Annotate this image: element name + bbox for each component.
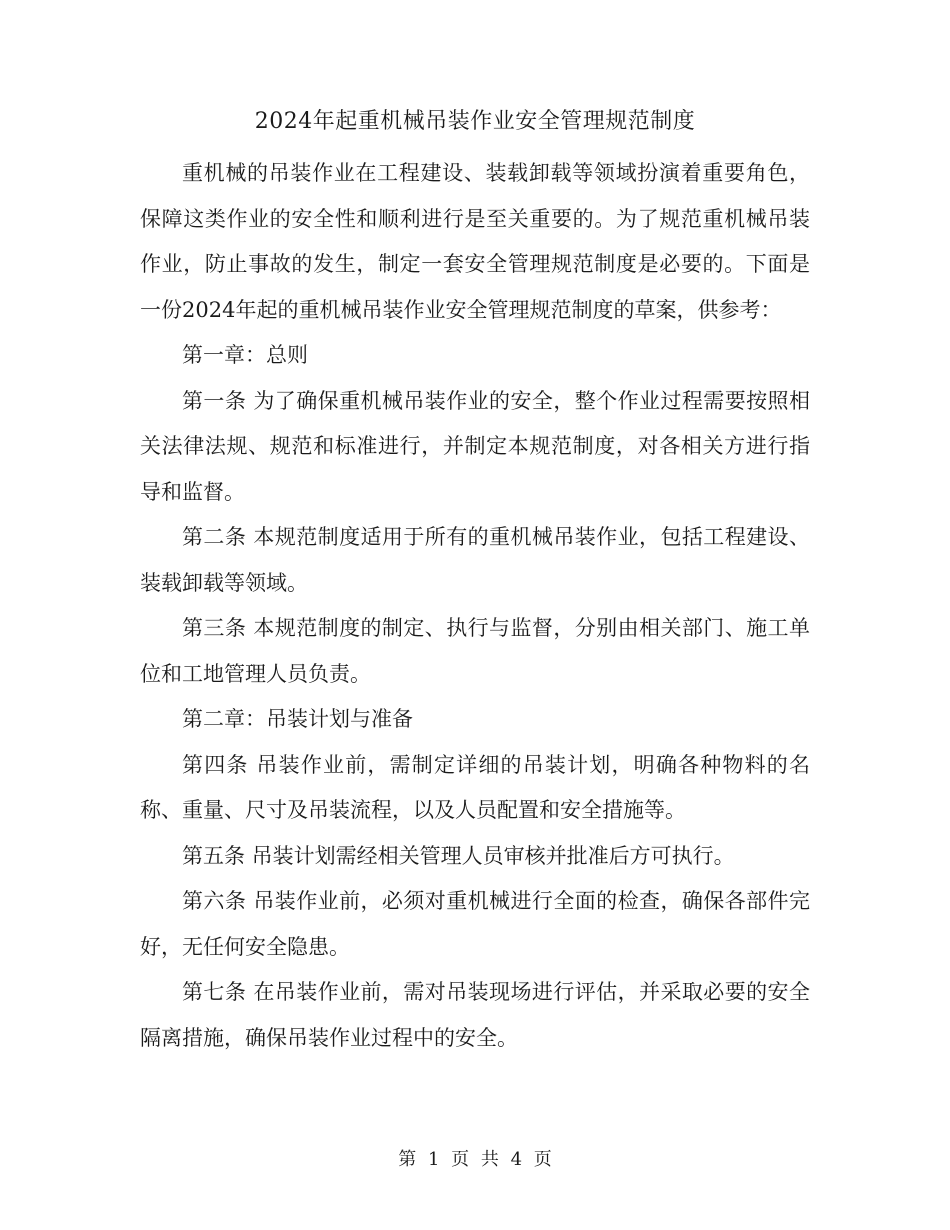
article-paragraph: 第五条 吊装计划需经相关管理人员审核并批准后方可执行。 xyxy=(182,843,735,868)
article-paragraph: 第三条 本规范制度的制定、执行与监督，分别由相关部门、施工单位和工地管理人员负责。 xyxy=(140,616,810,686)
page-footer: 第 1 页 共 4 页 xyxy=(398,1149,552,1170)
chapter-heading: 第一章：总则 xyxy=(182,343,308,367)
article-paragraph: 第七条 在吊装作业前，需对吊装现场进行评估，并采取必要的安全隔离措施，确保吊装作业过程中的安全。 xyxy=(140,980,810,1050)
article-paragraph: 第二条 本规范制度适用于所有的重机械吊装作业，包括工程建设、装载卸载等领域。 xyxy=(140,525,810,595)
article-paragraph: 第六条 吊装作业前，必须对重机械进行全面的检查，确保各部件完好，无任何安全隐患。 xyxy=(140,889,810,959)
article-paragraph: 第一条 为了确保重机械吊装作业的安全，整个作业过程需要按照相关法律法规、规范和标准进行，并制定本规范制度，对各相关方进行指导和监督。 xyxy=(140,388,810,504)
article-paragraph: 第四条 吊装作业前，需制定详细的吊装计划，明确各种物料的名称、重量、尺寸及吊装流程，以及人员配置和安全措施等。 xyxy=(140,752,810,822)
document-body xyxy=(140,151,810,1061)
chapter-heading: 第二章：吊装计划与准备 xyxy=(182,707,413,731)
document-title: 2024年起重机械吊装作业安全管理规范制度 xyxy=(254,109,696,134)
intro-paragraph: 重机械的吊装作业在工程建设、装载卸载等领域扮演着重要角色，保障这类作业的安全性和顺利进行是至关重要的。为了规范重机械吊装作业，防止事故的发生，制定一套安全管理规范制度是必要的。下面是一份2024年起的重机械吊装作业安全管理规范制度的草案，供参考： xyxy=(140,161,810,322)
